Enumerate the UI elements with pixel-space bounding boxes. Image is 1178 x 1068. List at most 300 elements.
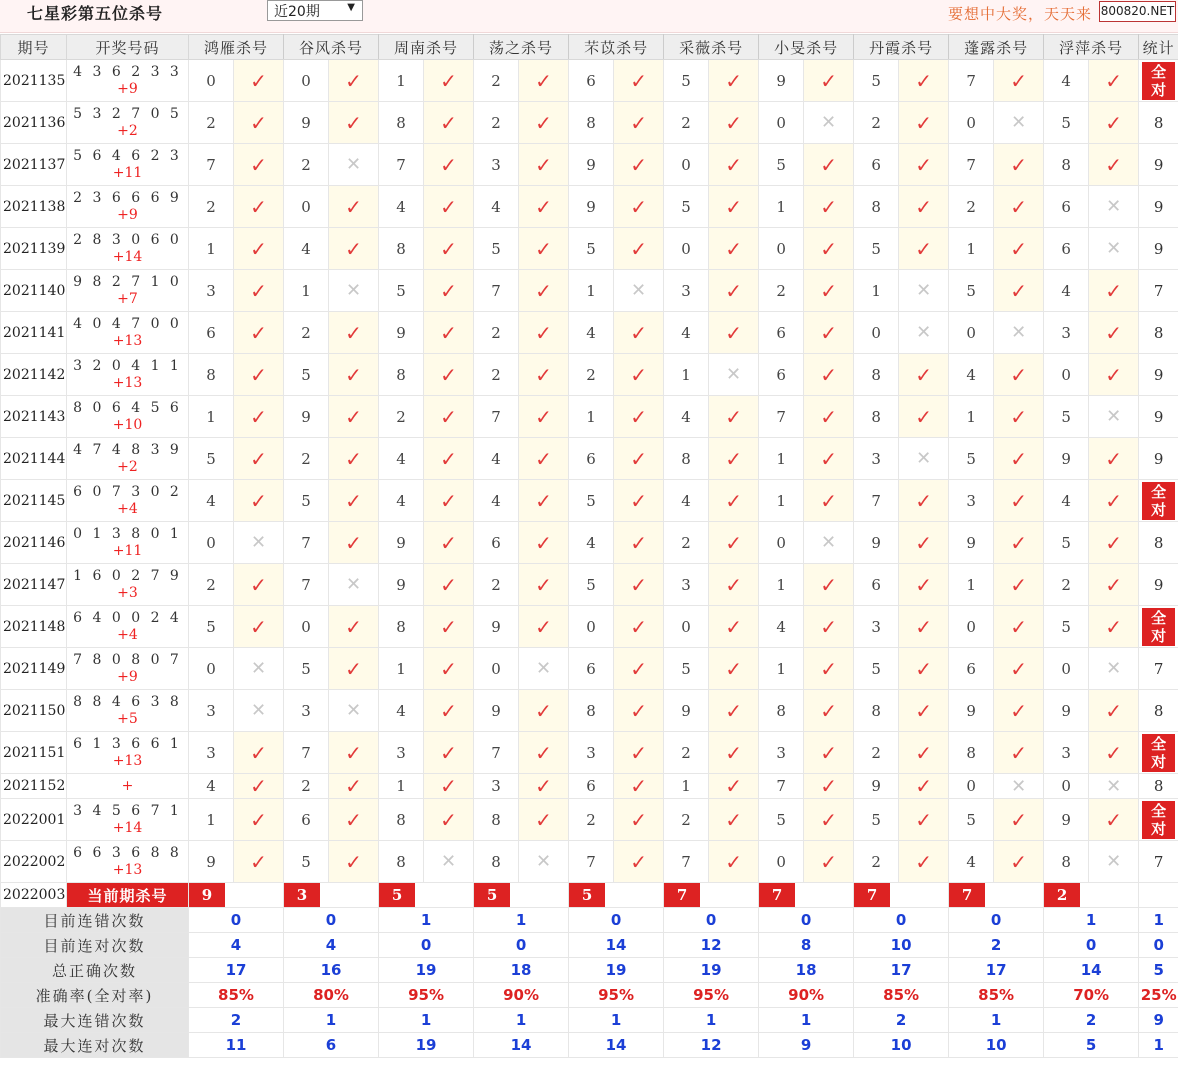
kill-number: 0: [284, 186, 329, 228]
cross-icon: ✕: [1089, 774, 1139, 799]
row-total: 8: [1139, 312, 1178, 354]
check-icon: ✓: [329, 396, 379, 438]
draw-numbers: [67, 228, 189, 270]
kill-number: 3: [949, 480, 994, 522]
check-icon: ✓: [899, 732, 949, 774]
check-icon: ✓: [994, 732, 1044, 774]
table-row: [1, 270, 1178, 312]
cross-icon: ✕: [234, 648, 284, 690]
check-icon: ✓: [1089, 102, 1139, 144]
check-icon: ✓: [329, 799, 379, 841]
kill-number: 8: [569, 102, 614, 144]
table-row: [1, 480, 1178, 522]
kill-number: 5: [949, 799, 994, 841]
stat-value: 0: [474, 933, 569, 958]
kill-number: 9: [949, 522, 994, 564]
current-kill-cell: [379, 883, 474, 908]
stat-value: 1: [1044, 908, 1139, 933]
kill-number: 9: [1044, 438, 1089, 480]
kill-number: 7: [759, 396, 804, 438]
check-icon: ✓: [234, 438, 284, 480]
check-icon: ✓: [1089, 144, 1139, 186]
kill-number: 7: [664, 841, 709, 883]
kill-number: 1: [759, 186, 804, 228]
kill-number: 2: [664, 732, 709, 774]
stat-row: [1, 958, 1178, 983]
draw-numbers: [67, 312, 189, 354]
kill-number: 4: [759, 606, 804, 648]
draw-sum: +14: [112, 248, 143, 265]
table-row: [1, 732, 1178, 774]
stat-value: 0: [1044, 933, 1139, 958]
check-icon: ✓: [234, 60, 284, 102]
kill-number: 1: [949, 564, 994, 606]
kill-number: 8: [379, 606, 424, 648]
row-total: 9: [1139, 228, 1178, 270]
stat-value: 1: [664, 1008, 759, 1033]
kill-number: 4: [569, 312, 614, 354]
kill-number: 1: [379, 60, 424, 102]
current-kill-cell: [189, 883, 284, 908]
check-icon: ✓: [804, 396, 854, 438]
stat-value: 1: [474, 1008, 569, 1033]
check-icon: ✓: [614, 228, 664, 270]
kill-number: 4: [1044, 270, 1089, 312]
draw-numbers: [67, 690, 189, 732]
stat-value: 1: [759, 1008, 854, 1033]
issue-number: 2021146: [1, 522, 67, 564]
kill-number: 3: [189, 270, 234, 312]
check-icon: ✓: [899, 144, 949, 186]
current-kill-number: 5: [569, 883, 605, 907]
check-icon: ✓: [994, 648, 1044, 690]
table-row: [1, 564, 1178, 606]
kill-number: 9: [379, 312, 424, 354]
draw-sum: +14: [112, 819, 143, 836]
stat-value: 1: [949, 1008, 1044, 1033]
stat-row: [1, 908, 1178, 933]
check-icon: ✓: [614, 354, 664, 396]
kill-number: 2: [474, 60, 519, 102]
check-icon: ✓: [1089, 732, 1139, 774]
kill-number: 0: [949, 312, 994, 354]
kill-number: 2: [1044, 564, 1089, 606]
check-icon: ✓: [424, 102, 474, 144]
site-badge[interactable]: 800820.NET: [1099, 1, 1176, 22]
kill-number: 4: [189, 774, 234, 799]
check-icon: ✓: [994, 228, 1044, 270]
kill-number: 0: [949, 774, 994, 799]
kill-number: 8: [379, 102, 424, 144]
check-icon: ✓: [994, 270, 1044, 312]
issue-number: 2022002: [1, 841, 67, 883]
kill-number: 7: [189, 144, 234, 186]
check-icon: ✓: [329, 312, 379, 354]
kill-number: 0: [759, 522, 804, 564]
kill-number: 7: [379, 144, 424, 186]
check-icon: ✓: [519, 102, 569, 144]
kill-number: 9: [664, 690, 709, 732]
check-icon: ✓: [804, 354, 854, 396]
check-icon: ✓: [234, 774, 284, 799]
kill-number: 5: [949, 270, 994, 312]
cross-icon: ✕: [994, 774, 1044, 799]
kill-number: 8: [759, 690, 804, 732]
kill-number: 5: [569, 564, 614, 606]
kill-number: 3: [379, 732, 424, 774]
check-icon: ✓: [329, 102, 379, 144]
stat-value: 1: [379, 1008, 474, 1033]
kill-number: 0: [664, 144, 709, 186]
stat-value: 17: [189, 958, 284, 983]
period-select[interactable]: [267, 0, 363, 21]
check-icon: ✓: [899, 774, 949, 799]
column-header-expert: 芣苡杀号: [569, 35, 664, 60]
kill-number: 0: [1044, 354, 1089, 396]
check-icon: ✓: [1089, 480, 1139, 522]
draw-sum: +9: [117, 206, 138, 223]
stat-value: 4: [189, 933, 284, 958]
draw-digits: 4 0 4 7 0 0: [73, 315, 182, 332]
kill-number: 4: [664, 480, 709, 522]
kill-number: 1: [759, 480, 804, 522]
kill-number: 8: [664, 438, 709, 480]
cross-icon: ✕: [1089, 396, 1139, 438]
row-total: [1139, 799, 1178, 841]
kill-number: 9: [569, 144, 614, 186]
check-icon: ✓: [329, 228, 379, 270]
check-icon: ✓: [614, 480, 664, 522]
kill-number: 3: [1044, 732, 1089, 774]
cross-icon: ✕: [329, 270, 379, 312]
current-period-row: [1, 883, 1178, 908]
kill-number: 5: [1044, 102, 1089, 144]
kill-number: 8: [1044, 841, 1089, 883]
kill-number: 5: [284, 841, 329, 883]
check-icon: ✓: [709, 648, 759, 690]
kill-number: 4: [284, 228, 329, 270]
stat-value: 5: [1139, 958, 1178, 983]
draw-digits: 6 1 3 6 6 1: [73, 735, 182, 752]
kill-number: 6: [759, 354, 804, 396]
cross-icon: ✕: [329, 144, 379, 186]
kill-number: 7: [569, 841, 614, 883]
kill-number: 6: [569, 60, 614, 102]
check-icon: ✓: [1089, 354, 1139, 396]
table-header-row: [1, 35, 1178, 60]
stat-value: 0: [759, 908, 854, 933]
draw-digits: 5 3 2 7 0 5: [73, 105, 182, 122]
current-kill-number: 7: [759, 883, 795, 907]
current-kill-number: 7: [949, 883, 985, 907]
slogan-text: 要想中大奖，天天来: [948, 5, 1093, 23]
kill-number: 0: [189, 522, 234, 564]
check-icon: ✓: [994, 438, 1044, 480]
check-icon: ✓: [329, 606, 379, 648]
kill-number: 5: [1044, 522, 1089, 564]
check-icon: ✓: [994, 564, 1044, 606]
check-icon: ✓: [804, 606, 854, 648]
kill-number: 2: [474, 564, 519, 606]
draw-digits: 0 1 3 8 0 1: [73, 525, 182, 542]
kill-number: 2: [854, 841, 899, 883]
check-icon: ✓: [614, 564, 664, 606]
check-icon: ✓: [614, 690, 664, 732]
draw-sum: +4: [117, 626, 138, 643]
check-icon: ✓: [519, 606, 569, 648]
stat-value: 10: [949, 1033, 1044, 1058]
row-total: 9: [1139, 354, 1178, 396]
kill-number: 5: [854, 799, 899, 841]
stat-value: 1: [379, 908, 474, 933]
kill-number: 0: [284, 606, 329, 648]
kill-number: 3: [569, 732, 614, 774]
kill-number: 1: [189, 228, 234, 270]
draw-sum: +13: [112, 861, 143, 878]
kill-number: 9: [854, 774, 899, 799]
current-kill-cell: [284, 883, 379, 908]
kill-number: 5: [759, 144, 804, 186]
row-total: 8: [1139, 522, 1178, 564]
check-icon: ✓: [614, 186, 664, 228]
check-icon: ✓: [709, 438, 759, 480]
kill-number: 2: [569, 799, 614, 841]
row-total: 9: [1139, 438, 1178, 480]
kill-number: 9: [474, 690, 519, 732]
stat-value: 1: [1139, 1033, 1178, 1058]
draw-digits: 7 8 0 8 0 7: [73, 651, 182, 668]
kill-number: 8: [189, 354, 234, 396]
draw-sum: +5: [117, 710, 138, 727]
table-row: [1, 60, 1178, 102]
check-icon: ✓: [709, 841, 759, 883]
column-header-expert: 荡之杀号: [474, 35, 569, 60]
kill-number: 1: [759, 438, 804, 480]
row-total: 9: [1139, 186, 1178, 228]
issue-number: 2021142: [1, 354, 67, 396]
check-icon: ✓: [804, 774, 854, 799]
check-icon: ✓: [994, 186, 1044, 228]
check-icon: ✓: [519, 270, 569, 312]
draw-digits: 3 2 0 4 1 1: [73, 357, 182, 374]
kill-number: 8: [854, 690, 899, 732]
kill-number: 6: [854, 564, 899, 606]
draw-sum: +11: [112, 542, 143, 559]
draw-numbers: [67, 186, 189, 228]
check-icon: ✓: [709, 186, 759, 228]
draw-digits: 8 0 6 4 5 6: [73, 399, 182, 416]
current-kill-cell: [949, 883, 1044, 908]
check-icon: ✓: [994, 841, 1044, 883]
kill-number: 5: [474, 228, 519, 270]
kill-number: 0: [949, 606, 994, 648]
kill-number: 1: [759, 648, 804, 690]
kill-number: 9: [1044, 799, 1089, 841]
kill-number: 3: [474, 774, 519, 799]
row-total: 9: [1139, 396, 1178, 438]
stat-value: 2: [1044, 1008, 1139, 1033]
kill-number: 2: [189, 102, 234, 144]
top-bar: [0, 0, 1178, 33]
cross-icon: ✕: [899, 438, 949, 480]
check-icon: ✓: [614, 648, 664, 690]
draw-sum: +10: [112, 416, 143, 433]
kill-number: 5: [854, 228, 899, 270]
current-kill-cell: [854, 883, 949, 908]
check-icon: ✓: [994, 354, 1044, 396]
check-icon: ✓: [234, 564, 284, 606]
check-icon: ✓: [424, 606, 474, 648]
draw-sum: +: [121, 777, 134, 794]
kill-number: 8: [474, 841, 519, 883]
kill-number: 2: [189, 564, 234, 606]
draw-sum: +13: [112, 374, 143, 391]
draw-sum: +11: [112, 164, 143, 181]
check-icon: ✓: [709, 144, 759, 186]
current-kill-cell: [664, 883, 759, 908]
draw-numbers: [67, 799, 189, 841]
column-header-expert: 丹霞杀号: [854, 35, 949, 60]
draw-sum: +13: [112, 752, 143, 769]
check-icon: ✓: [329, 480, 379, 522]
cross-icon: ✕: [519, 841, 569, 883]
draw-numbers: [67, 732, 189, 774]
issue-number: 2021135: [1, 60, 67, 102]
draw-digits: 6 6 3 6 8 8: [73, 844, 182, 861]
kill-number: 9: [759, 60, 804, 102]
kill-number: 6: [1044, 186, 1089, 228]
stat-row: [1, 1033, 1178, 1058]
table-row: [1, 438, 1178, 480]
issue-number: 2021148: [1, 606, 67, 648]
stat-value: 95%: [379, 983, 474, 1008]
draw-sum: +2: [117, 122, 138, 139]
kill-number: 2: [284, 144, 329, 186]
draw-digits: 6 0 7 3 0 2: [73, 483, 182, 500]
stat-value: 4: [284, 933, 379, 958]
kill-number: 4: [569, 522, 614, 564]
check-icon: ✓: [709, 396, 759, 438]
kill-number: 3: [664, 270, 709, 312]
stat-value: 0: [569, 908, 664, 933]
check-icon: ✓: [614, 102, 664, 144]
check-icon: ✓: [234, 841, 284, 883]
kill-number: 1: [189, 396, 234, 438]
stat-label: 目前连错次数: [1, 908, 189, 933]
issue-number: 2021140: [1, 270, 67, 312]
column-header-expert: 采薇杀号: [664, 35, 759, 60]
cross-icon: ✕: [329, 564, 379, 606]
check-icon: ✓: [899, 60, 949, 102]
kill-number: 5: [664, 60, 709, 102]
issue-number: 2021139: [1, 228, 67, 270]
kill-number: 8: [854, 186, 899, 228]
kill-number: 2: [949, 186, 994, 228]
kill-number: 8: [949, 732, 994, 774]
stat-label: 准确率(全对率): [1, 983, 189, 1008]
stat-row: [1, 933, 1178, 958]
check-icon: ✓: [709, 60, 759, 102]
kill-number: 4: [949, 841, 994, 883]
check-icon: ✓: [994, 480, 1044, 522]
check-icon: ✓: [804, 480, 854, 522]
draw-numbers: [67, 841, 189, 883]
column-header-issue: 期号: [1, 35, 67, 60]
check-icon: ✓: [804, 144, 854, 186]
current-kill-number: 7: [664, 883, 700, 907]
kill-number: 3: [284, 690, 329, 732]
kill-number: 0: [664, 606, 709, 648]
check-icon: ✓: [804, 690, 854, 732]
check-icon: ✓: [899, 606, 949, 648]
draw-sum: +13: [112, 332, 143, 349]
draw-digits: 8 8 4 6 3 8: [73, 693, 182, 710]
kill-number: 2: [189, 186, 234, 228]
column-header-expert: 浮萍杀号: [1044, 35, 1139, 60]
issue-number: 2021143: [1, 396, 67, 438]
check-icon: ✓: [804, 564, 854, 606]
check-icon: ✓: [1089, 799, 1139, 841]
kill-number: 1: [949, 228, 994, 270]
stat-value: 0: [189, 908, 284, 933]
check-icon: ✓: [424, 480, 474, 522]
check-icon: ✓: [424, 60, 474, 102]
check-icon: ✓: [424, 228, 474, 270]
issue-number: 2021149: [1, 648, 67, 690]
kill-number: 0: [189, 60, 234, 102]
table-row: [1, 144, 1178, 186]
check-icon: ✓: [519, 799, 569, 841]
check-icon: ✓: [1089, 270, 1139, 312]
kill-number: 4: [474, 186, 519, 228]
check-icon: ✓: [614, 774, 664, 799]
row-total: [1139, 606, 1178, 648]
kill-number: 5: [664, 186, 709, 228]
stat-value: 95%: [664, 983, 759, 1008]
cross-icon: ✕: [329, 690, 379, 732]
draw-sum: +4: [117, 500, 138, 517]
draw-digits: 9 8 2 7 1 0: [73, 273, 182, 290]
stat-value: 95%: [569, 983, 664, 1008]
kill-number: 5: [189, 438, 234, 480]
check-icon: ✓: [519, 564, 569, 606]
stat-value: 19: [569, 958, 664, 983]
stat-value: 1: [569, 1008, 664, 1033]
kill-number: 6: [569, 648, 614, 690]
row-total: 7: [1139, 841, 1178, 883]
stat-value: 1: [474, 908, 569, 933]
cross-icon: ✕: [994, 312, 1044, 354]
kill-number: 1: [569, 396, 614, 438]
kill-number: 8: [474, 799, 519, 841]
check-icon: ✓: [804, 841, 854, 883]
issue-number: 2021150: [1, 690, 67, 732]
stat-label: 最大连错次数: [1, 1008, 189, 1033]
stat-value: 90%: [474, 983, 569, 1008]
kill-number: 5: [1044, 606, 1089, 648]
table-row: [1, 396, 1178, 438]
draw-numbers: [67, 774, 189, 799]
stat-value: 19: [379, 958, 474, 983]
kill-number: 7: [284, 564, 329, 606]
kill-number: 0: [759, 228, 804, 270]
kill-number: 4: [664, 396, 709, 438]
stat-value: 18: [474, 958, 569, 983]
kill-number: 2: [474, 102, 519, 144]
stat-value: 14: [569, 1033, 664, 1058]
check-icon: ✓: [899, 690, 949, 732]
kill-number: 0: [189, 648, 234, 690]
